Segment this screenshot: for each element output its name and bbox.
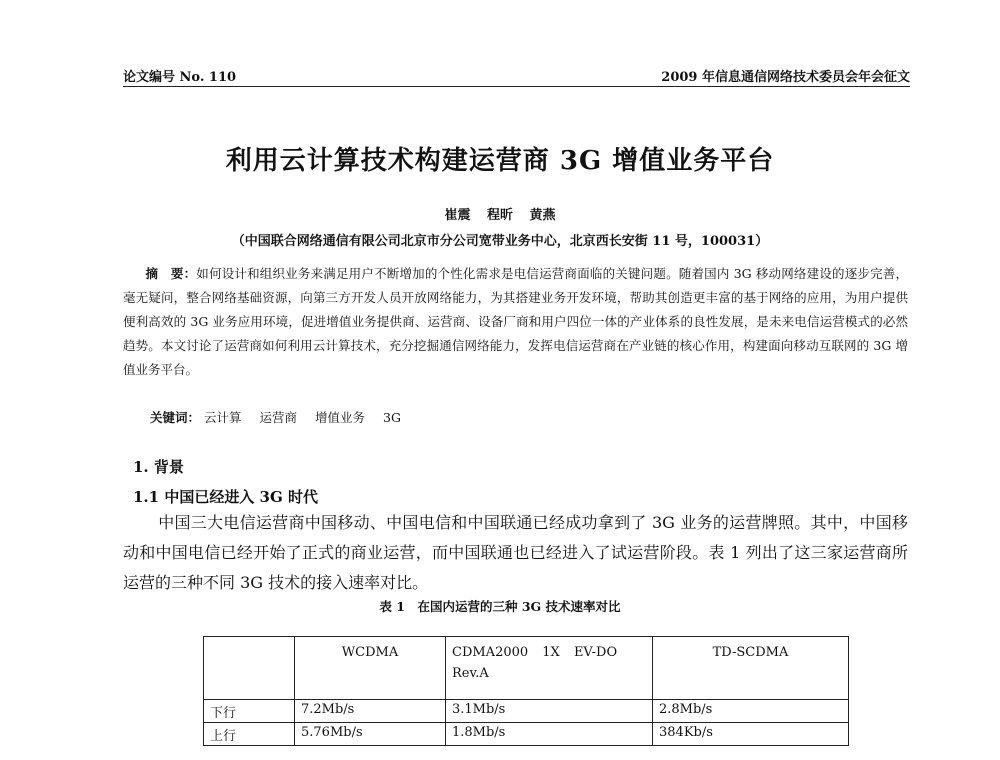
abstract: [123, 262, 908, 382]
keywords: [150, 408, 415, 426]
author: 程昕: [486, 208, 513, 223]
table-header-cell: TD-SCDMA: [653, 637, 849, 700]
table-cell: 5.76Mb/s: [295, 723, 446, 746]
author-list: [0, 204, 1000, 223]
page-header: [123, 62, 910, 87]
rate-comparison-table: [203, 636, 849, 746]
keyword: 云计算: [204, 410, 242, 425]
abstract-text: 如何设计和组织业务来满足用户不断增加的个性化需求是电信运营商面临的关键问题。随着国内 3G 移动网络建设的逐步完善，毫无疑问，整合网络基础资源，向第三方开发人员开放网络能力，为其搭建业务开发环境，帮助其创造更丰富的基于网络的应用，为用户提供便利高效的 3G 业务应用环境，促进增值业务提供商、运营商、设备厂商和用户四位一体的产业体系的良性发展，是未来电信运营模式的必然趋势。本文讨论了运营商如何利用云计算技术，充分挖掘通信网络能力，发挥电信运营商在产业链的核心作用，构建面向移动互联网的 3G 增值业务平台。: [123, 266, 908, 377]
paper-title: 利用云计算技术构建运营商 3G 增值业务平台: [225, 146, 775, 176]
table-header-cell: WCDMA: [295, 637, 446, 700]
table-row: [204, 700, 849, 723]
keyword: 增值业务: [315, 410, 366, 425]
paper-number: 论文编号 No. 110: [123, 70, 237, 85]
keyword: 运营商: [259, 410, 298, 425]
keywords-label: 关键词：: [150, 410, 201, 425]
abstract-label: 摘 要：: [145, 266, 197, 281]
table-header-cell: [204, 637, 295, 700]
subsection-heading: 1.1 中国已经进入 3G 时代: [133, 488, 319, 506]
table-cell: 1.8Mb/s: [446, 723, 653, 746]
table-header-row: [204, 637, 849, 700]
body-paragraph: 中国三大电信运营商中国移动、中国电信和中国联通已经成功拿到了 3G 业务的运营牌照。其中，中国移动和中国电信已经开始了正式的商业运营，而中国联通也已经进入了试运营阶段。表 1 列出了这三家运营商所运营的三种不同 3G 技术的接入速率对比。: [123, 513, 908, 592]
table-caption: 表 1 在国内运营的三种 3G 技术速率对比: [379, 599, 621, 614]
table-row: [204, 723, 849, 746]
table-cell: 7.2Mb/s: [295, 700, 446, 723]
table-header-cdma: CDMA2000 1X EV-DO: [452, 645, 618, 660]
table-cell: 384Kb/s: [653, 723, 849, 746]
author: 崔震: [444, 208, 471, 223]
keyword: 3G: [383, 410, 401, 425]
table-cell: 下行: [204, 700, 295, 723]
conference-name: 2009 年信息通信网络技术委员会年会征文: [661, 70, 910, 85]
table-header-cdma-rev: Rev.A: [452, 666, 489, 681]
table-cell: 3.1Mb/s: [446, 700, 653, 723]
author: 黄燕: [529, 208, 556, 223]
affiliation: （中国联合网络通信有限公司北京市分公司宽带业务中心，北京西长安街 11 号，100031）: [231, 234, 769, 249]
table-cell: 2.8Mb/s: [653, 700, 849, 723]
table-cell: 上行: [204, 723, 295, 746]
table-header-cell: [446, 637, 653, 700]
section-heading: 1. 背景: [133, 458, 184, 476]
